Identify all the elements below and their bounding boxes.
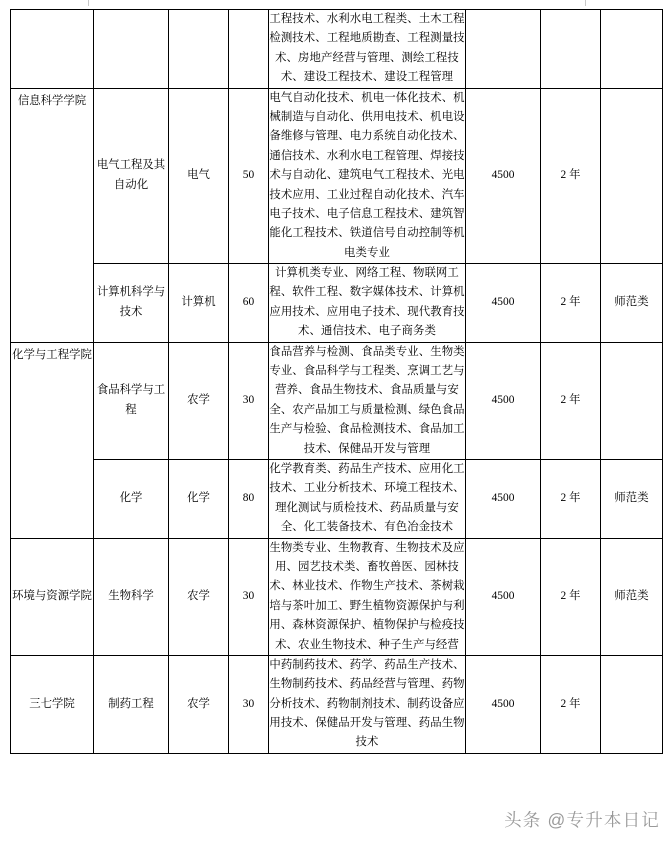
cell-major <box>94 459 169 538</box>
cell-category <box>601 88 663 264</box>
cell-fee <box>466 88 541 264</box>
cell-subject <box>169 10 229 89</box>
college-label: 环境与资源学院 <box>12 589 92 602</box>
cell-college <box>11 538 94 655</box>
cell-major <box>94 88 169 264</box>
cell-fee <box>466 342 541 459</box>
cell-years <box>541 655 601 753</box>
fee-value: 4500 <box>491 589 515 602</box>
quota-value: 30 <box>242 589 255 602</box>
cell-category <box>601 538 663 655</box>
cell-college <box>11 655 94 753</box>
table-row <box>11 88 663 264</box>
eligible-majors-text: 工程技术、水利水电工程类、土木工程检测技术、工程地质勘查、工程测量技术、房地产经营与管理、测绘工程技术、建设工程技术、建设工程管理 <box>269 13 465 84</box>
cell-college <box>11 88 94 342</box>
cell-category <box>601 655 663 753</box>
cell-fee <box>466 655 541 753</box>
subject-label: 农学 <box>187 394 210 406</box>
cell-quota <box>229 459 269 538</box>
years-value: 2 年 <box>560 589 581 602</box>
cell-fee <box>466 459 541 538</box>
cell-subject <box>169 264 229 343</box>
cell-quota <box>229 655 269 753</box>
cell-category <box>601 264 663 343</box>
cell-category <box>601 342 663 459</box>
eligible-majors-text: 计算机类专业、网络工程、物联网工程、软件工程、数字媒体技术、计算机应用技术、应用电子技术、现代教育技术、通信技术、电子商务类 <box>269 267 465 338</box>
cell-quota <box>229 342 269 459</box>
cell-category <box>601 459 663 538</box>
cell-years <box>541 88 601 264</box>
college-label: 化学与工程学院 <box>12 348 92 361</box>
cell-eligible-majors <box>269 459 466 538</box>
cell-major <box>94 342 169 459</box>
cell-fee <box>466 10 541 89</box>
cell-quota <box>229 538 269 655</box>
fee-value: 4500 <box>491 491 515 504</box>
subject-label: 计算机 <box>181 296 216 309</box>
cell-college <box>11 342 94 538</box>
eligible-majors-text: 食品营养与检测、食品类专业、生物类专业、食品科学与工程类、烹调工艺与营养、食品生物技术、食品质量与安全、农产品加工与质量检测、绿色食品生产与检验、食品检测技术、食品加工技术、保健品开发与管理 <box>269 345 465 455</box>
subject-label: 农学 <box>187 589 210 602</box>
table-row <box>11 342 663 459</box>
table-row <box>11 459 663 538</box>
page-edge-tick-left <box>88 0 89 6</box>
eligible-majors-text: 化学教育类、药品生产技术、应用化工技术、工业分析技术、环境工程技术、理化测试与质检技术、药品质量与安全、化工装备技术、有色冶金技术 <box>269 462 465 534</box>
cell-eligible-majors <box>269 10 466 89</box>
category-label: 师范类 <box>614 296 649 309</box>
cell-years <box>541 342 601 459</box>
years-value: 2 年 <box>560 491 581 504</box>
cell-eligible-majors <box>269 655 466 753</box>
cell-fee <box>466 264 541 343</box>
category-label: 师范类 <box>614 589 649 602</box>
cell-major <box>94 264 169 343</box>
cell-subject <box>169 538 229 655</box>
major-label: 计算机科学与技术 <box>96 286 166 318</box>
quota-value: 60 <box>242 296 255 309</box>
table-row <box>11 538 663 655</box>
major-label: 食品科学与工程 <box>96 384 166 416</box>
table-row <box>11 264 663 343</box>
cell-eligible-majors <box>269 88 466 264</box>
cell-major <box>94 655 169 753</box>
cell-category <box>601 10 663 89</box>
admissions-quota-table <box>10 9 663 754</box>
subject-label: 农学 <box>187 697 210 710</box>
page-edge-tick-right <box>585 0 586 6</box>
eligible-majors-text: 电气自动化技术、机电一体化技术、机械制造与自动化、供用电技术、机电设备维修与管理、电力系统自动化技术、通信技术、水利水电工程管理、焊接技术与自动化、建筑电气工程技术、光电技术应用、工业过程自动化技术、汽车电子技术、电子信息工程技术、建筑智能化工程技术、铁道信号自动控制等机电类专业 <box>269 91 465 259</box>
major-label: 生物科学 <box>108 589 154 602</box>
cell-fee <box>466 538 541 655</box>
major-label: 制药工程 <box>108 697 154 710</box>
eligible-majors-text: 中药制药技术、药学、药品生产技术、生物制药技术、药品经营与管理、药物分析技术、药物制剂技术、制药设备应用技术、保健品开发与管理、药品生物技术 <box>269 658 465 749</box>
major-label: 化学 <box>119 491 143 504</box>
fee-value: 4500 <box>491 697 515 710</box>
watermark: 头条 @专升本日记 <box>504 810 660 830</box>
eligible-majors-text: 生物类专业、生物教育、生物技术及应用、园艺技术类、畜牧兽医、园林技术、林业技术、作物生产技术、茶树栽培与茶叶加工、野生植物资源保护与利用、森林资源保护、植物保护与检疫技术、农业生物技术、种子生产与经营 <box>269 541 465 651</box>
cell-college <box>11 10 94 89</box>
admissions-table-sheet <box>10 9 662 754</box>
cell-subject <box>169 342 229 459</box>
cell-years <box>541 10 601 89</box>
major-label: 电气工程及其自动化 <box>96 159 166 191</box>
fee-value: 4500 <box>491 169 515 182</box>
cell-quota <box>229 10 269 89</box>
cell-subject <box>169 459 229 538</box>
cell-major <box>94 10 169 89</box>
college-label: 三七学院 <box>29 697 75 710</box>
years-value: 2 年 <box>560 394 581 406</box>
years-value: 2 年 <box>560 169 581 182</box>
cell-major <box>94 538 169 655</box>
cell-years <box>541 459 601 538</box>
cell-eligible-majors <box>269 538 466 655</box>
cell-eligible-majors <box>269 342 466 459</box>
college-label: 信息科学学院 <box>17 94 87 107</box>
cell-quota <box>229 88 269 264</box>
cell-subject <box>169 655 229 753</box>
subject-label: 化学 <box>187 491 210 504</box>
table-row <box>11 655 663 753</box>
quota-value: 50 <box>242 169 255 182</box>
cell-years <box>541 264 601 343</box>
quota-value: 80 <box>242 491 255 504</box>
cell-quota <box>229 264 269 343</box>
years-value: 2 年 <box>560 697 581 710</box>
table-body <box>11 10 663 754</box>
subject-label: 电气 <box>187 169 210 182</box>
quota-value: 30 <box>242 394 255 406</box>
category-label: 师范类 <box>614 491 649 504</box>
cell-years <box>541 538 601 655</box>
years-value: 2 年 <box>560 296 581 309</box>
cell-subject <box>169 88 229 264</box>
fee-value: 4500 <box>491 296 515 309</box>
fee-value: 4500 <box>491 394 515 406</box>
cell-eligible-majors <box>269 264 466 343</box>
table-row <box>11 10 663 89</box>
quota-value: 30 <box>242 697 255 710</box>
